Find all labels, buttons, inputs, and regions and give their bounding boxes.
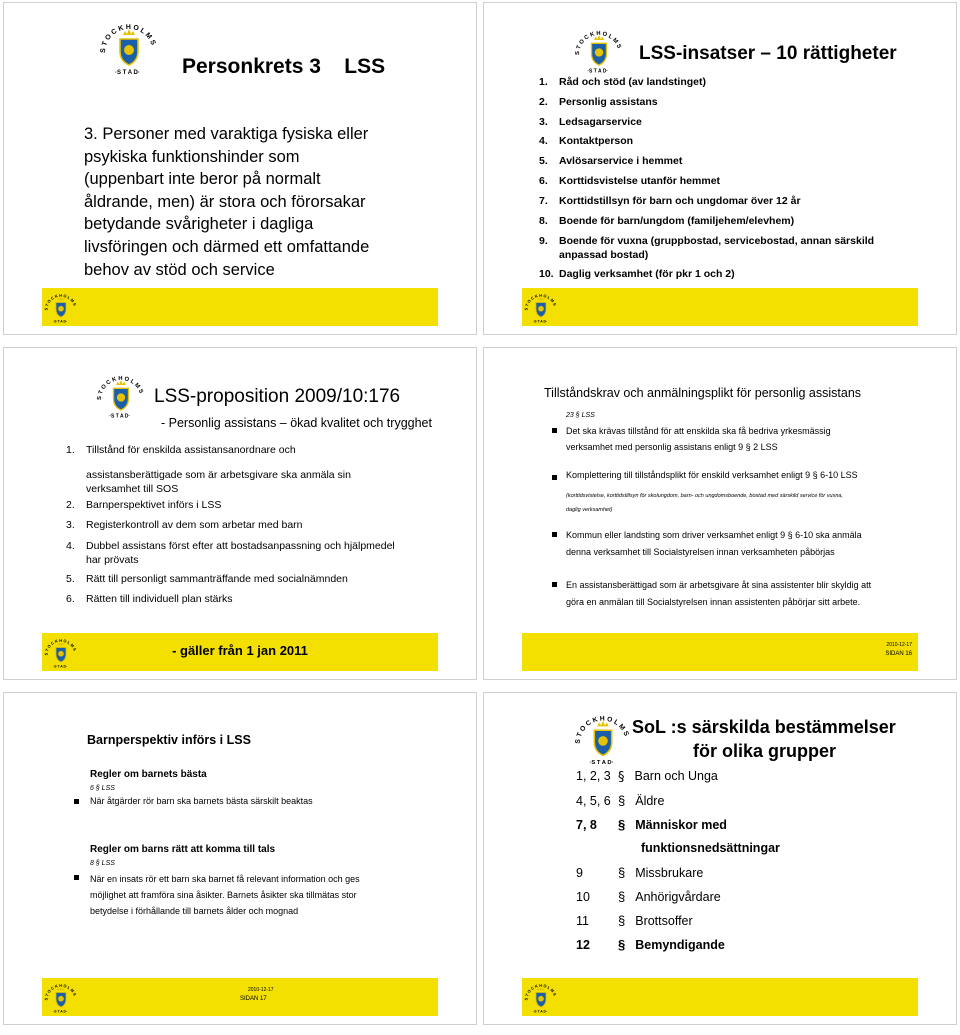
slide-body [84,123,369,281]
list-item: 4. Kontaktperson [539,135,634,148]
list-item: funktionsnedsättningar [641,841,780,855]
slide-title: LSS-proposition 2009/10:176 [154,386,401,407]
slide-sol-bestammelser [483,692,957,1025]
slide-footer [522,288,918,326]
body-line: behov av stöd och service [84,260,275,279]
list-item: 6. Korttidsvistelse utanför hemmet [539,174,721,187]
bullet-note: (korttidsvistelse, korttidstillsyn för skolungdom, barn- och ungdomsboende, bostad med särskild service för vuxna, daglig verksamhet) [566,493,843,513]
footer-caption: - gäller från 1 jan 2011 [172,643,308,658]
slide-title: Tillståndskrav och anmälningsplikt för personlig assistans [544,386,862,400]
bullet-icon [552,582,557,587]
bullet-icon [552,532,557,537]
list-item: 4, 5, 6 § Äldre [576,793,665,808]
list-item: 1. Råd och stöd (av landstinget) [539,76,707,88]
list-item: 1. Tillstånd för enskilda assistansanordnare och [66,444,296,456]
list-item: 3. Registerkontroll av dem som arbetar med barn [66,519,303,531]
section-icon: § [618,817,626,832]
section-icon: § [618,937,626,952]
list-item: 7. Korttidstillsyn för barn och ungdomar över 12 år [539,194,801,207]
slide-footer [522,633,918,671]
body-line: livsföringen och därmed ett omfattande [84,237,370,256]
slide-title: Personkrets 3 LSS [182,55,386,78]
footer-date: 2010-12-17 [248,987,274,993]
section-icon: § [618,770,625,785]
body-line: psykiska funktionshinder som [84,147,300,166]
list-item: 5. Avlösarservice i hemmet [539,155,683,168]
list-item: 1, 2, 3 § Barn och Unga [576,769,718,785]
insats-list [539,73,874,285]
slide-footer [42,978,438,1016]
bullet-icon [552,428,557,433]
slide-title: SoL :s särskilda bestämmelser [632,717,896,737]
list-item: 4. Dubbel assistans först efter att bostadsanpassning och hjälpmedel har prövats [66,540,395,566]
bullet-text: Det ska krävas tillstånd för att enskilda ska få bedriva yrkesmässig verksamhet med personlig assistans enligt 9 § 2 LSS [566,426,831,452]
slide-subtitle: - Personlig assistans – ökad kvalitet och trygghet [161,416,432,430]
footer-page: SIDAN 16 [885,651,912,657]
slide-tillstandskrav [483,347,957,680]
bullet-text: Kommun eller landsting som driver verksamhet enligt 9 § 6-10 ska anmäla denna verksamhet till Socialstyrelsen innan verksamheten påbörjas [566,530,862,557]
list-item: 8. Boende för barn/ungdom (familjehem/elevhem) [539,214,795,227]
section-icon: § [618,865,626,880]
list-item: 12 § Bemyndigande [576,937,725,952]
list-item: 6. Rätten till individuell plan stärks [66,593,233,605]
slide-footer [522,978,918,1016]
stockholm-logo-icon [44,980,78,1014]
list-item: 9 § Missbrukare [576,865,704,880]
footer-date: 2010-12-17 [886,642,912,648]
slide-personkrets [3,2,477,335]
list-item: 10 § Anhörigvårdare [576,889,721,904]
slide-lss-insatser [483,2,957,335]
footer-page: SIDAN 17 [240,996,267,1002]
list-item: 2. Personlig assistans [539,95,658,108]
bullet-icon [74,875,79,880]
section-icon: § [618,889,626,904]
body-line: åldrande, men) är stora och förorsakar [84,192,366,211]
slide-footer [42,633,438,671]
bullet-icon [552,475,557,480]
list-item: 9. Boende för vuxna (gruppbostad, servicebostad, annan särskild anpassad bostad) [539,235,875,262]
stockholm-logo-icon [524,980,558,1014]
list-item: assistansberättigade som är arbetsgivare ska anmäla sin verksamhet till SOS [86,469,351,495]
slide-title: LSS-insatser – 10 rättigheter [639,43,897,64]
section-heading: Regler om barnets bästa [90,769,207,780]
slide-lss-proposition [3,347,477,680]
list-item: 10. Daglig verksamhet (för pkr 1 och 2) [539,268,735,281]
stockholm-logo-icon [99,17,159,77]
list-item: 5. Rätt till personligt sammanträffande med socialnämnden [66,573,348,585]
stockholm-logo-icon [44,290,78,324]
stockholm-logo-icon [574,709,632,767]
section-heading: Regler om barns rätt att komma till tals [90,844,276,855]
bullet-text: När en insats rör ett barn ska barnet få relevant information och ges möjlighet att framföra sina åsikter. Barnets åsikter ska tillmätas stor betydelse i förhållande till barnets ålder och mognad [90,874,360,916]
slide-title: Barnperspektiv införs i LSS [87,733,251,747]
bullet-icon [74,799,79,804]
proposition-list [66,444,395,613]
bullet-text: En assistansberättigad som är arbetsgivare åt sina assistenter blir skyldig att göra en anmälan till Socialstyrelsen innan assistenten påbörjar sitt arbete. [566,580,872,607]
bullet-text: När åtgärder rör barn ska barnets bästa särskilt beaktas [90,796,313,806]
body-line: betydande svårigheter i dagliga [84,215,314,234]
section-icon: § [618,913,626,928]
law-reference: 8 § LSS [90,860,115,867]
slide-title-line2: för olika grupper [693,741,837,761]
body-line: (uppenbart inte beror på normalt [84,170,321,189]
list-item: 7, 8 § Människor med [576,817,727,832]
list-item: 3. Ledsagarservice [539,115,642,128]
group-list [576,769,780,961]
slide-barnperspektiv [3,692,477,1025]
stockholm-logo-icon [574,25,624,75]
list-item: 2. Barnperspektivet införs i LSS [66,499,222,511]
stockholm-logo-icon [96,370,146,420]
list-item: 11 § Brottsoffer [576,913,693,928]
section-icon: § [618,793,626,808]
stockholm-logo-icon [524,290,558,324]
law-reference: 6 § LSS [90,785,115,792]
body-line: 3. Personer med varaktiga fysiska eller [84,125,369,143]
slide-footer [42,288,438,326]
law-reference: 23 § LSS [566,412,595,419]
bullet-text: Komplettering till tillståndsplikt för enskild verksamhet enligt 9 § 6-10 LSS [566,470,858,480]
